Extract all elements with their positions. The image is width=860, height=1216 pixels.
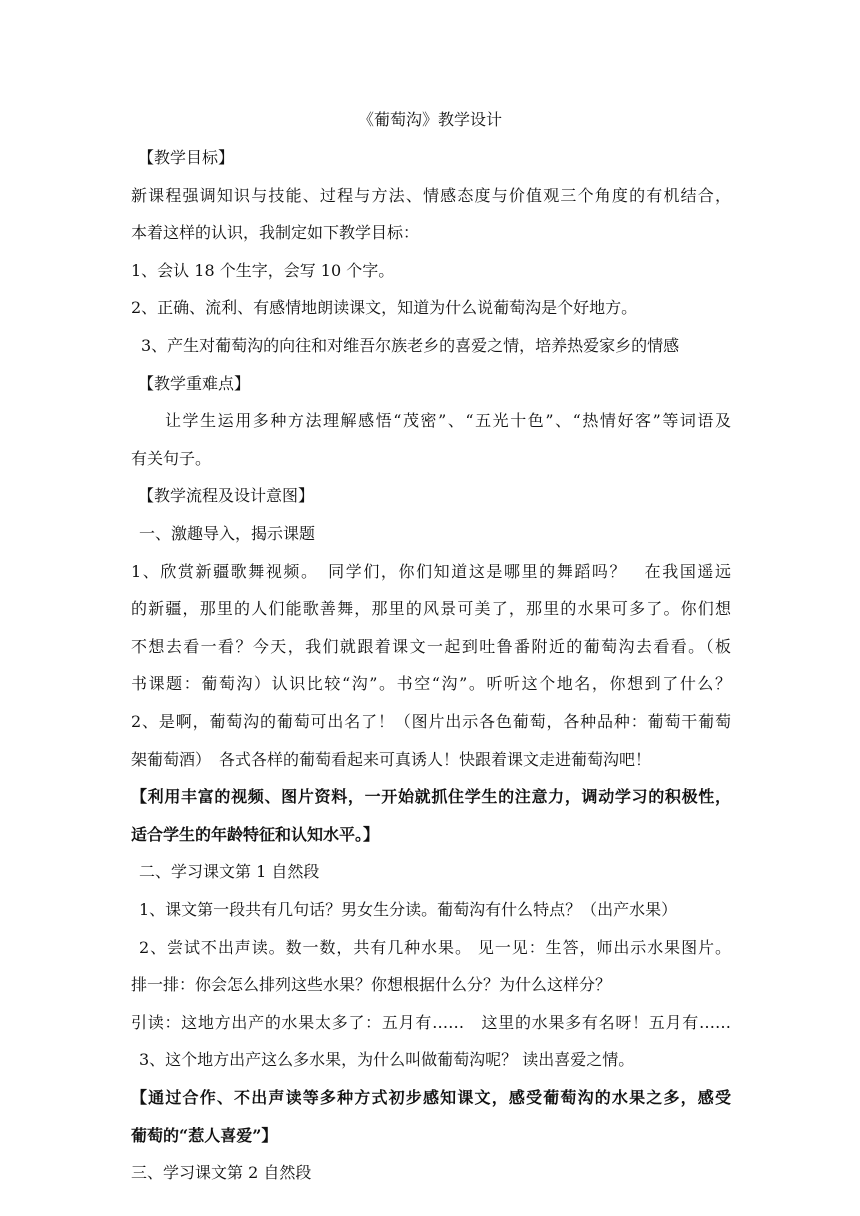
text-line: 的新疆，那里的人们能歌善舞，那里的风景可美了，那里的水果可多了。你们想 [131,599,731,618]
text-line: 2、正确、流利、有感情地朗读课文，知道为什么说葡萄沟是个好地方。 [131,298,638,317]
text-line: 引读：这地方出产的水果太多了：五月有…… 这里的水果多有名呀！五月有…… [131,1013,731,1032]
document-title: 《葡萄沟》教学设计 [357,110,502,129]
text-line: 3、产生对葡萄沟的向往和对维吾尔族老乡的喜爱之情，培养热爱家乡的情感 [141,336,680,355]
text-line: 【利用丰富的视频、图片资料，一开始就抓住学生的注意力，调动学习的积极性， [131,787,731,806]
text-line: 【通过合作、不出声读等多种方式初步感知课文，感受葡萄沟的水果之多，感受 [131,1088,731,1107]
text-line: 1、会认 18 个生字，会写 10 个字。 [131,261,395,280]
text-line: 二、学习课文第 1 自然段 [139,862,320,881]
text-line: 书课题：葡萄沟）认识比较“沟”。书空“沟”。听听这个地名，你想到了什么？ [131,674,731,693]
text-line: 适合学生的年龄特征和认知水平。】 [131,825,380,844]
text-line: 让学生运用多种方法理解感悟“茂密”、“五光十色”、“热情好客”等词语及 [165,411,731,430]
text-line: 一、激趣导入，揭示课题 [139,524,316,543]
text-line: 【教学目标】 [138,148,235,167]
text-line: 葡萄的“惹人喜爱”】 [131,1126,278,1145]
text-line: 架葡萄酒） 各式各样的葡萄看起来可真诱人！快跟着课文走进葡萄沟吧！ [131,750,652,769]
text-line: 排一排：你会怎么排列这些水果？你想根据什么分？为什么这样分？ [131,975,612,994]
text-line: 三、学习课文第 2 自然段 [131,1163,312,1182]
text-line: 【教学重难点】 [138,374,251,393]
text-line: 【教学流程及设计意图】 [138,486,315,505]
text-line: 2、尝试不出声读。数一数，共有几种水果。 见一见：生答，师出示水果图片。 [139,938,731,957]
text-line: 有关句子。 [131,449,212,468]
text-line: 1、课文第一段共有几句话？男女生分读。葡萄沟有什么特点？（出产水果） [139,900,678,919]
text-line: 1、欣赏新疆歌舞视频。 同学们，你们知道这是哪里的舞蹈吗？ 在我国遥远 [131,562,731,581]
text-line: 新课程强调知识与技能、过程与方法、情感态度与价值观三个角度的有机结合， [131,186,731,205]
text-line: 不想去看一看？今天，我们就跟着课文一起到吐鲁番附近的葡萄沟去看看。（板 [131,637,731,656]
text-line: 3、这个地方出产这么多水果，为什么叫做葡萄沟呢？ 读出喜爱之情。 [139,1050,635,1069]
text-line: 本着这样的认识，我制定如下教学目标： [131,223,420,242]
text-line: 2、是啊，葡萄沟的葡萄可出名了！（图片出示各色葡萄，各种品种：葡萄干葡萄 [131,712,731,731]
